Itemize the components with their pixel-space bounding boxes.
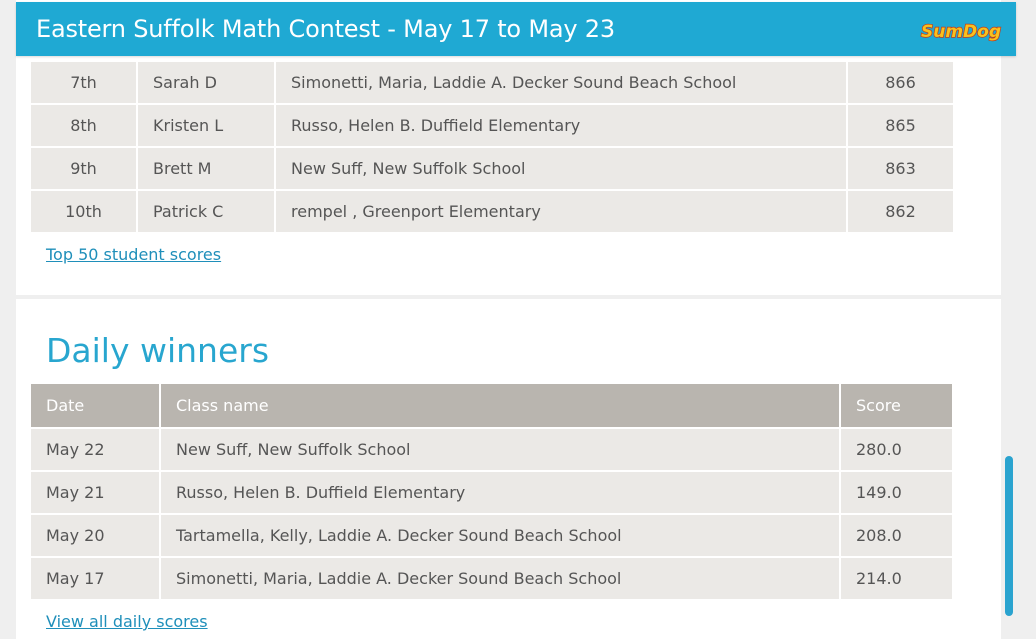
date-cell: May 20 bbox=[31, 515, 159, 556]
class-name-cell: New Suff, New Suffolk School bbox=[276, 148, 846, 189]
logo-text: SumDog bbox=[920, 22, 1002, 42]
table-row bbox=[31, 429, 952, 470]
score-cell: 863 bbox=[848, 148, 953, 189]
date-column-header: Date bbox=[31, 384, 159, 427]
class-column-header: Class name bbox=[161, 384, 839, 427]
score-cell: 280.0 bbox=[841, 429, 952, 470]
table-row bbox=[31, 472, 952, 513]
student-name-cell: Sarah D bbox=[138, 62, 274, 103]
score-cell: 865 bbox=[848, 105, 953, 146]
class-name-cell: New Suff, New Suffolk School bbox=[161, 429, 839, 470]
date-cell: May 21 bbox=[31, 472, 159, 513]
top-50-scores-link[interactable]: Top 50 student scores bbox=[46, 245, 222, 264]
score-cell: 149.0 bbox=[841, 472, 952, 513]
rank-cell: 10th bbox=[31, 191, 136, 232]
table-row bbox=[31, 191, 953, 232]
class-name-cell: Tartamella, Kelly, Laddie A. Decker Sound Beach School bbox=[161, 515, 839, 556]
class-name-cell: Simonetti, Maria, Laddie A. Decker Sound Beach School bbox=[161, 558, 839, 599]
rank-cell: 7th bbox=[31, 62, 136, 103]
table-row bbox=[31, 558, 952, 599]
score-column-header: Score bbox=[841, 384, 952, 427]
contest-header bbox=[16, 2, 1016, 56]
student-name-cell: Brett M bbox=[138, 148, 274, 189]
class-name-cell: Russo, Helen B. Duffield Elementary bbox=[276, 105, 846, 146]
date-cell: May 17 bbox=[31, 558, 159, 599]
score-cell: 862 bbox=[848, 191, 953, 232]
daily-winners-table bbox=[29, 382, 954, 601]
student-name-cell: Kristen L bbox=[138, 105, 274, 146]
table-row bbox=[31, 105, 953, 146]
score-cell: 208.0 bbox=[841, 515, 952, 556]
student-name-cell: Patrick C bbox=[138, 191, 274, 232]
score-cell: 866 bbox=[848, 62, 953, 103]
class-name-cell: rempel , Greenport Elementary bbox=[276, 191, 846, 232]
class-name-cell: Simonetti, Maria, Laddie A. Decker Sound Beach School bbox=[276, 62, 846, 103]
view-all-daily-scores-link[interactable]: View all daily scores bbox=[46, 612, 208, 631]
table-header-row bbox=[31, 384, 952, 427]
rank-cell: 9th bbox=[31, 148, 136, 189]
table-row bbox=[31, 62, 953, 103]
table-row bbox=[31, 515, 952, 556]
contest-title: Eastern Suffolk Math Contest - May 17 to May 23 bbox=[36, 15, 615, 43]
date-cell: May 22 bbox=[31, 429, 159, 470]
sumdog-logo bbox=[920, 16, 1002, 44]
score-cell: 214.0 bbox=[841, 558, 952, 599]
scrollbar-thumb[interactable] bbox=[1005, 456, 1013, 616]
table-row bbox=[31, 148, 953, 189]
top-student-scores-table bbox=[29, 60, 955, 234]
daily-winners-heading: Daily winners bbox=[46, 331, 270, 370]
class-name-cell: Russo, Helen B. Duffield Elementary bbox=[161, 472, 839, 513]
rank-cell: 8th bbox=[31, 105, 136, 146]
